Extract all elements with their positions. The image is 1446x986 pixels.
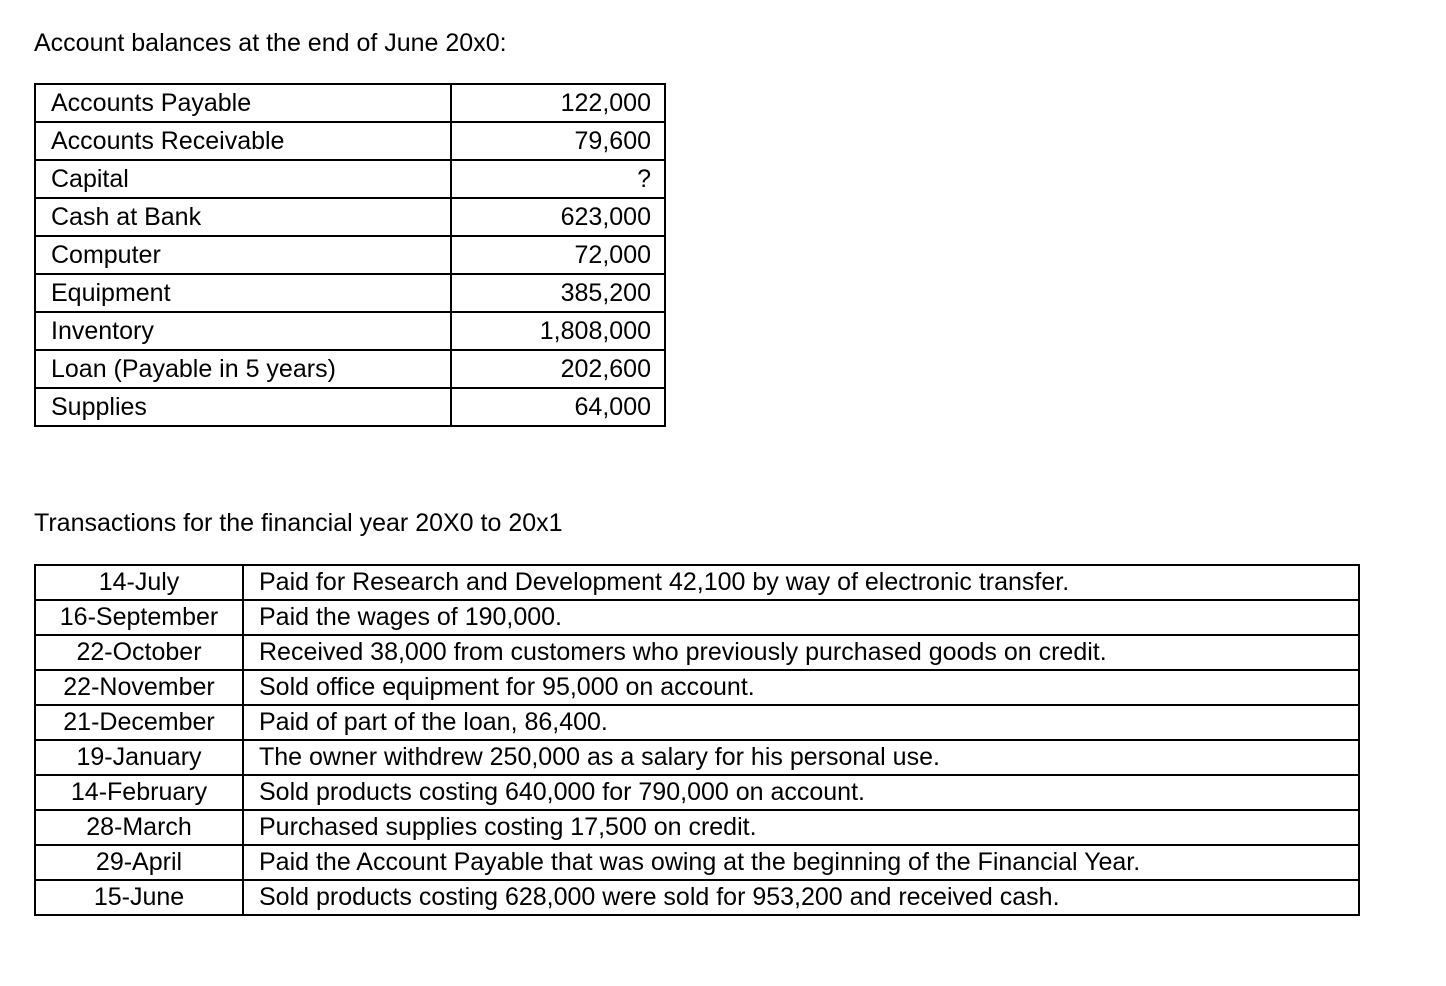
transaction-date: 28-March <box>35 810 243 845</box>
transaction-date: 14-July <box>35 565 243 600</box>
account-balances-table <box>34 83 666 427</box>
transaction-description: Paid the wages of 190,000. <box>243 600 1359 635</box>
account-amount: 72,000 <box>451 236 665 274</box>
account-amount: 1,808,000 <box>451 312 665 350</box>
table-row <box>35 312 665 350</box>
account-amount: 79,600 <box>451 122 665 160</box>
table-row <box>35 274 665 312</box>
transaction-description: Purchased supplies costing 17,500 on credit. <box>243 810 1359 845</box>
table-row <box>35 160 665 198</box>
transaction-description: Received 38,000 from customers who previously purchased goods on credit. <box>243 635 1359 670</box>
transaction-date: 14-February <box>35 775 243 810</box>
table-row <box>35 775 1359 810</box>
table-row <box>35 845 1359 880</box>
table-row <box>35 198 665 236</box>
transaction-description: The owner withdrew 250,000 as a salary for his personal use. <box>243 740 1359 775</box>
transaction-description: Paid of part of the loan, 86,400. <box>243 705 1359 740</box>
transaction-description: Sold products costing 640,000 for 790,000 on account. <box>243 775 1359 810</box>
transaction-date: 15-June <box>35 880 243 915</box>
table-row <box>35 670 1359 705</box>
transaction-description: Paid the Account Payable that was owing at the beginning of the Financial Year. <box>243 845 1359 880</box>
table-row <box>35 810 1359 845</box>
account-name: Accounts Payable <box>35 84 451 122</box>
transaction-description: Sold products costing 628,000 were sold for 953,200 and received cash. <box>243 880 1359 915</box>
account-name: Loan (Payable in 5 years) <box>35 350 451 388</box>
account-name: Computer <box>35 236 451 274</box>
balances-heading: Account balances at the end of June 20x0: <box>34 29 507 57</box>
transactions-table <box>34 564 1360 916</box>
transaction-date: 16-September <box>35 600 243 635</box>
transaction-date: 22-October <box>35 635 243 670</box>
table-row <box>35 635 1359 670</box>
table-row <box>35 350 665 388</box>
account-name: Equipment <box>35 274 451 312</box>
transaction-date: 21-December <box>35 705 243 740</box>
account-amount: 385,200 <box>451 274 665 312</box>
account-name: Inventory <box>35 312 451 350</box>
account-name: Cash at Bank <box>35 198 451 236</box>
table-row <box>35 880 1359 915</box>
account-name: Accounts Receivable <box>35 122 451 160</box>
account-amount: 623,000 <box>451 198 665 236</box>
table-row <box>35 740 1359 775</box>
transaction-date: 22-November <box>35 670 243 705</box>
transactions-heading: Transactions for the financial year 20X0 to 20x1 <box>34 509 563 537</box>
table-row <box>35 122 665 160</box>
transaction-date: 19-January <box>35 740 243 775</box>
table-row <box>35 565 1359 600</box>
transaction-description: Sold office equipment for 95,000 on account. <box>243 670 1359 705</box>
account-amount: 64,000 <box>451 388 665 426</box>
table-row <box>35 84 665 122</box>
transaction-description: Paid for Research and Development 42,100 by way of electronic transfer. <box>243 565 1359 600</box>
table-row <box>35 705 1359 740</box>
account-name: Supplies <box>35 388 451 426</box>
account-amount: 122,000 <box>451 84 665 122</box>
table-row <box>35 600 1359 635</box>
transaction-date: 29-April <box>35 845 243 880</box>
table-row <box>35 388 665 426</box>
account-name: Capital <box>35 160 451 198</box>
account-amount: ? <box>451 160 665 198</box>
account-amount: 202,600 <box>451 350 665 388</box>
table-row <box>35 236 665 274</box>
